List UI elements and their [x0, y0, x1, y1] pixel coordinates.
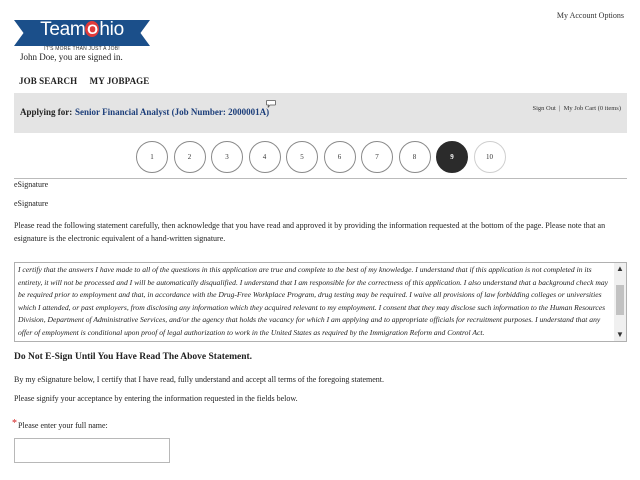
- step-1[interactable]: 1: [136, 141, 168, 173]
- nav-my-jobpage[interactable]: MY JOBPAGE: [89, 76, 150, 86]
- scroll-thumb[interactable]: [616, 285, 624, 315]
- instructions-text: Please read the following statement carefully, then acknowledge that you have read and approved it by providing the information requested at the bottom of the page. Please note that an esignature is the electronic equivalent of a hand-written signature.: [14, 221, 606, 243]
- logo-o-mark: O: [87, 21, 98, 37]
- my-account-options-link[interactable]: My Account Options: [556, 11, 624, 20]
- applying-for-bar: [14, 93, 627, 133]
- signed-in-text: John Doe, you are signed in.: [20, 52, 123, 62]
- applying-for-label: Applying for:: [20, 107, 73, 117]
- fullname-label: Please enter your full name:: [18, 421, 108, 430]
- statement-scrollbar[interactable]: [614, 263, 626, 341]
- links-separator: |: [559, 105, 561, 112]
- scroll-up-icon[interactable]: ▲: [616, 264, 624, 273]
- certification-statement: I certify that the answers I have made to all of the questions in this application are true and complete to the best of my knowledge. I understand that if this application is not completed in its entirety, it will not be processed and I will be automatically disqualified. I understand that I am responsible for the correctness of this application. I also understand that a background check may be required prior to employment and that, in accordance with the Drug-Free Workplace Program, drug testing may be required. I waive all provisions of law forbidding colleges or universities which I attended, or past employers, from disclosing any information which they acquired relevant to my employment. I consent that they may disclose such information to the Human Resources Division, Department of Administrative Services, and/or the agency that holds the vacancy for which I am applying and to appropriate officials for recruitment purposes. I understand that any offer of employment is conditional upon proof of legal authorization to work in the United States as required by the Immigration Reform and Control Act.: [18, 265, 608, 337]
- signify-text: Please signify your acceptance by entering the information requested in the fields below.: [14, 394, 298, 403]
- fullname-input[interactable]: [14, 438, 170, 463]
- step-2[interactable]: 2: [174, 141, 206, 173]
- required-asterisk: *: [12, 418, 17, 429]
- logo-tagline: IT'S MORE THAN JUST A JOB!: [44, 46, 120, 52]
- step-5[interactable]: 5: [286, 141, 318, 173]
- step-10[interactable]: 10: [474, 141, 506, 173]
- speech-bubble-icon[interactable]: [266, 100, 276, 108]
- esign-warning: Do Not E-Sign Until You Have Read The Above Statement.: [14, 352, 253, 362]
- section-subtitle: eSignature: [14, 199, 49, 208]
- section-title: eSignature: [14, 180, 49, 189]
- account-links: [532, 105, 621, 112]
- statement-scrollbox[interactable]: [14, 262, 627, 342]
- step-3[interactable]: 3: [211, 141, 243, 173]
- divider: [14, 178, 627, 179]
- scroll-down-icon[interactable]: ▼: [616, 330, 624, 339]
- step-4[interactable]: 4: [249, 141, 281, 173]
- nav-job-search[interactable]: JOB SEARCH: [19, 76, 78, 86]
- step-8[interactable]: 8: [399, 141, 431, 173]
- application-steps: [136, 141, 516, 173]
- job-title-link[interactable]: Senior Financial Analyst (Job Number: 2000001A): [75, 107, 270, 117]
- certify-text: By my eSignature below, I certify that I have read, fully understand and accept all terms of the foregoing statement.: [14, 375, 385, 384]
- step-9[interactable]: 9: [436, 141, 468, 173]
- step-6[interactable]: 6: [324, 141, 356, 173]
- sign-out-link[interactable]: Sign Out: [532, 105, 556, 112]
- main-nav: [19, 76, 159, 86]
- job-cart-link[interactable]: My Job Cart (0 items): [563, 105, 621, 112]
- step-7[interactable]: 7: [361, 141, 393, 173]
- logo-wordmark: Team Ohio: [40, 19, 124, 40]
